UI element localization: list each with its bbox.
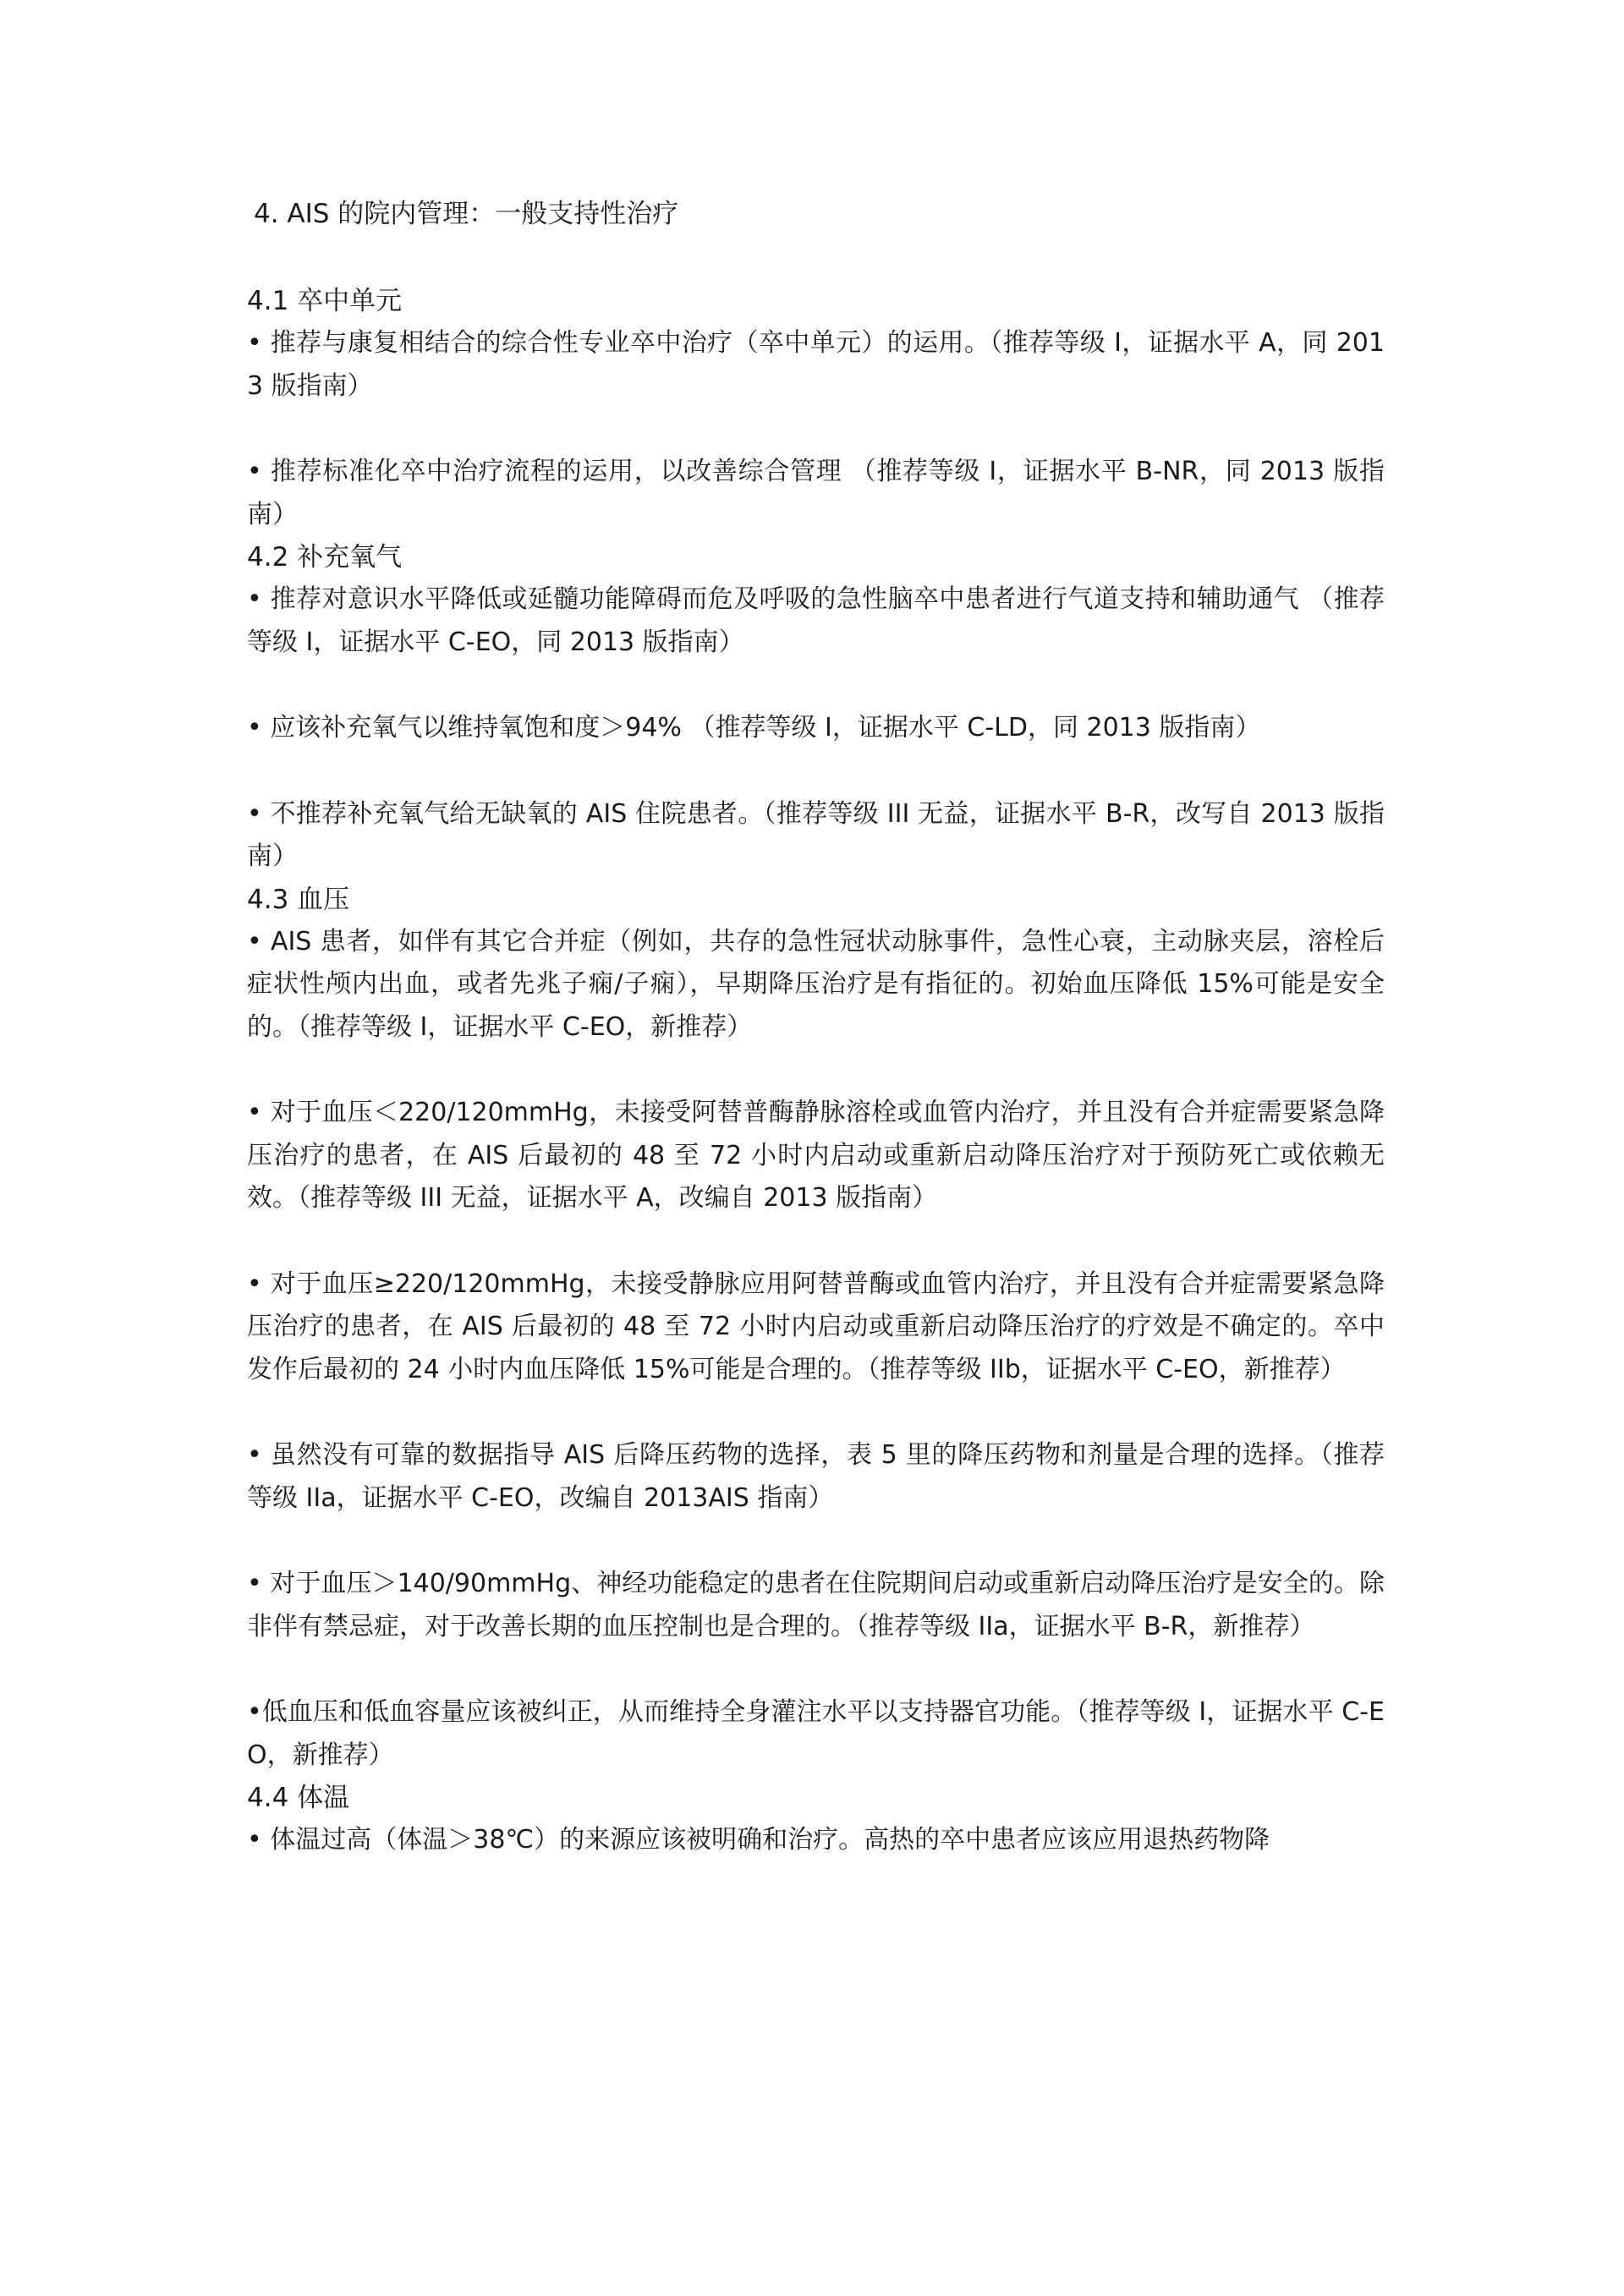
paragraph: • 体温过高（体温＞38℃）的来源应该被明确和治疗。高热的卒中患者应该应用退热药物降	[247, 1825, 1270, 1855]
document-body	[247, 193, 1385, 1862]
paragraph: •低血压和低血容量应该被纠正，从而维持全身灌注水平以支持器官功能。（推荐等级 I，证据水平 C-EO，新推荐）	[247, 1697, 1385, 1770]
section-title: 4.2 补充氧气	[247, 542, 403, 573]
paragraph: • 推荐对意识水平降低或延髓功能障碍而危及呼吸的急性脑卒中患者进行气道支持和辅助通气 （推荐等级 I，证据水平 C-EO，同 2013 版指南）	[247, 584, 1385, 657]
paragraph: • 应该补充氧气以维持氧饱和度＞94% （推荐等级 I，证据水平 C-LD，同 2013 版指南）	[247, 713, 1261, 743]
document-title: 4. AIS 的院内管理：一般支持性治疗	[254, 199, 679, 229]
section-title: 4.1 卒中单元	[247, 286, 403, 316]
section-temperature	[247, 1777, 1385, 1862]
section-oxygen	[247, 536, 1385, 879]
section-blood-pressure	[247, 879, 1385, 1778]
paragraph: • 虽然没有可靠的数据指导 AIS 后降压药物的选择，表 5 里的降压药物和剂量是合理的选择。（推荐等级 IIa，证据水平 C-EO，改编自 2013AIS 指南）	[247, 1440, 1385, 1513]
paragraph: • 推荐标准化卒中治疗流程的运用，以改善综合管理 （推荐等级 I，证据水平 B-NR，同 2013 版指南）	[247, 457, 1385, 529]
paragraph: • 不推荐补充氧气给无缺氧的 AIS 住院患者。（推荐等级 III 无益，证据水平 B-R，改写自 2013 版指南）	[247, 798, 1385, 871]
paragraph: • AIS 患者，如伴有其它合并症（例如，共存的急性冠状动脉事件，急性心衰，主动脉夹层，溶栓后症状性颅内出血，或者先兆子痫/子痫），早期降压治疗是有指征的。初始血压降低 15%可能是安全的。（推荐等级 I，证据水平 C-EO，新推荐）	[247, 926, 1385, 1042]
paragraph: • 对于血压≥220/120mmHg，未接受静脉应用阿替普酶或血管内治疗，并且没有合并症需要紧急降压治疗的患者，在 AIS 后最初的 48 至 72 小时内启动或重新启动降压治疗的疗效是不确定的。卒中发作后最初的 24 小时内血压降低 15%可能是合理的。（推荐等级 IIb，证据水平 C-EO，新推荐）	[247, 1269, 1385, 1384]
section-stroke-unit	[247, 280, 1385, 536]
paragraph: • 对于血压＞140/90mmHg、神经功能稳定的患者在住院期间启动或重新启动降压治疗是安全的。除非伴有禁忌症，对于改善长期的血压控制也是合理的。（推荐等级 IIa，证据水平 B-R，新推荐）	[247, 1569, 1385, 1641]
section-title: 4.4 体温	[247, 1783, 350, 1813]
section-title: 4.3 血压	[247, 884, 350, 915]
paragraph: • 对于血压＜220/120mmHg，未接受阿替普酶静脉溶栓或血管内治疗，并且没有合并症需要紧急降压治疗的患者，在 AIS 后最初的 48 至 72 小时内启动或重新启动降压治疗对于预防死亡或依赖无效。（推荐等级 III 无益，证据水平 A，改编自 2013 版指南）	[247, 1098, 1385, 1213]
paragraph: • 推荐与康复相结合的综合性专业卒中治疗（卒中单元）的运用。（推荐等级 I，证据水平 A，同 2013 版指南）	[247, 328, 1385, 401]
